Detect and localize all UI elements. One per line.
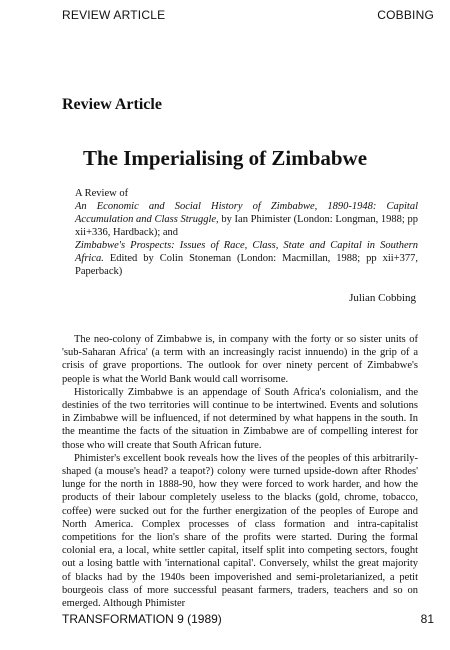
book-1-citation — [75, 200, 418, 239]
running-header-author: COBBING — [377, 8, 434, 22]
book-1-title: An Economic and Social History of Zimbabwe, 1890-1948: Capital Accumulation and Class Struggle, — [75, 201, 418, 225]
review-citation-block — [75, 187, 418, 278]
section-label: Review Article — [62, 96, 162, 113]
book-1-details: by Ian Phimister (London: Longman, 1988; pp xii+336, Hardback); and — [75, 214, 418, 238]
book-2-details: Edited by Colin Stoneman (London: Macmillan, 1988; pp xii+377, Paperback) — [75, 253, 418, 277]
book-2-citation — [75, 239, 418, 278]
journal-citation: TRANSFORMATION 9 (1989) — [62, 612, 222, 626]
body-paragraph: Phimister's excellent book reveals how the lives of the peoples of this arbitrarily-shaped (a mouse's head? a teapot?) colony were turned upside-down after Rhodes' lunge for the north in 1888-90, how they were forced to work harder, and how the products of their labour completely useless to the blacks (gold, chrome, tobacco, coffee) were sucked out for the further energization of the peoples of Europe and North America. Complex processes of class formation and intra-capitalist competitions for the lion's share of the profits were started. During the formal colonial era, a local, white settler capital, itself split into competing sectors, fought out a losing battle with 'international capital'. Conversely, whilst the great majority of blacks had by the 1940s been impoverished and semi-proletarianized, a petit bourgeois class of more successful peasant farmers, traders, teachers and so on emerged. Although Phimister — [62, 452, 418, 610]
article-title: The Imperialising of Zimbabwe — [82, 146, 368, 170]
article-body — [62, 333, 418, 610]
page-number: 81 — [420, 612, 434, 626]
body-paragraph: The neo-colony of Zimbabwe is, in company with the forty or so sister units of 'sub-Saharan Africa' (a term with an increasingly racist innuendo) in the grip of a crisis of grave proportions. The outlook for over ninety percent of Zimbabwe's people is what the World Bank would call worrisome. — [62, 334, 418, 385]
running-header — [62, 8, 434, 26]
page-footer — [62, 612, 434, 628]
body-paragraph: Historically Zimbabwe is an appendage of South Africa's colonialism, and the destinies of the two territories will continue to be intertwined. Events and solutions in Zimbabwe will be influenced, if not determined by what happens in the south. In the meantime the facts of the situation in Zimbabwe are of compelling interest for those who will create that South African future. — [62, 386, 418, 451]
review-intro: A Review of — [75, 188, 129, 199]
running-header-section: REVIEW ARTICLE — [62, 8, 166, 22]
book-2-title: Zimbabwe's Prospects: Issues of Race, Class, State and Capital in Southern Africa. — [75, 240, 418, 264]
article-author: Julian Cobbing — [349, 292, 416, 304]
